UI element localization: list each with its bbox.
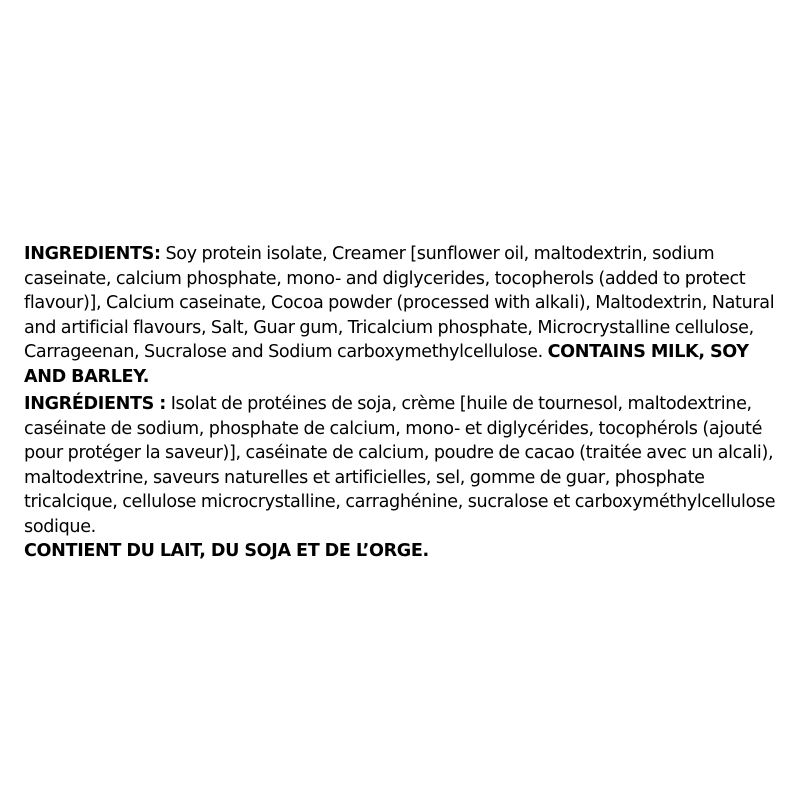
ingredients-panel [24, 242, 784, 567]
french-allergen-statement: CONTIENT DU LAIT, DU SOJA ET DE L’ORGE. [24, 541, 429, 561]
english-allergen-statement: CONTAINS MILK, SOY AND BARLEY. [24, 342, 749, 387]
french-ingredients-paragraph [24, 392, 784, 564]
english-ingredients-list: Soy protein isolate, Creamer [sunflower oil, maltodextrin, sodium caseinate, calcium phosphate, mono- and diglycerides, tocopherols (added to protect flavour)], Calcium caseinate, Cocoa powder (processed with alkali), Maltodextrin, Natural and artificial flavours, Salt, Guar gum, Tricalcium phosphate, Microcrystalline cellulose, Carrageenan, Sucralose and Sodium carboxymethylcellulose. [24, 244, 775, 362]
english-ingredients-paragraph [24, 242, 784, 389]
french-ingredients-heading: INGRÉDIENTS : [24, 394, 166, 414]
english-ingredients-heading: INGREDIENTS: [24, 244, 161, 264]
french-ingredients-list: Isolat de protéines de soja, crème [huile de tournesol, maltodextrine, caséinate de sodium, phosphate de calcium, mono- et diglycérides, tocophérols (ajouté pour protéger la saveur)], caséinate de calcium, poudre de cacao (traitée avec un alcali), maltodextrine, saveurs naturelles et artificielles, sel, gomme de guar, phosphate tricalcique, cellulose microcrystalline, carraghénine, sucralose et carboxyméthylcellulose sodique. [24, 394, 776, 537]
